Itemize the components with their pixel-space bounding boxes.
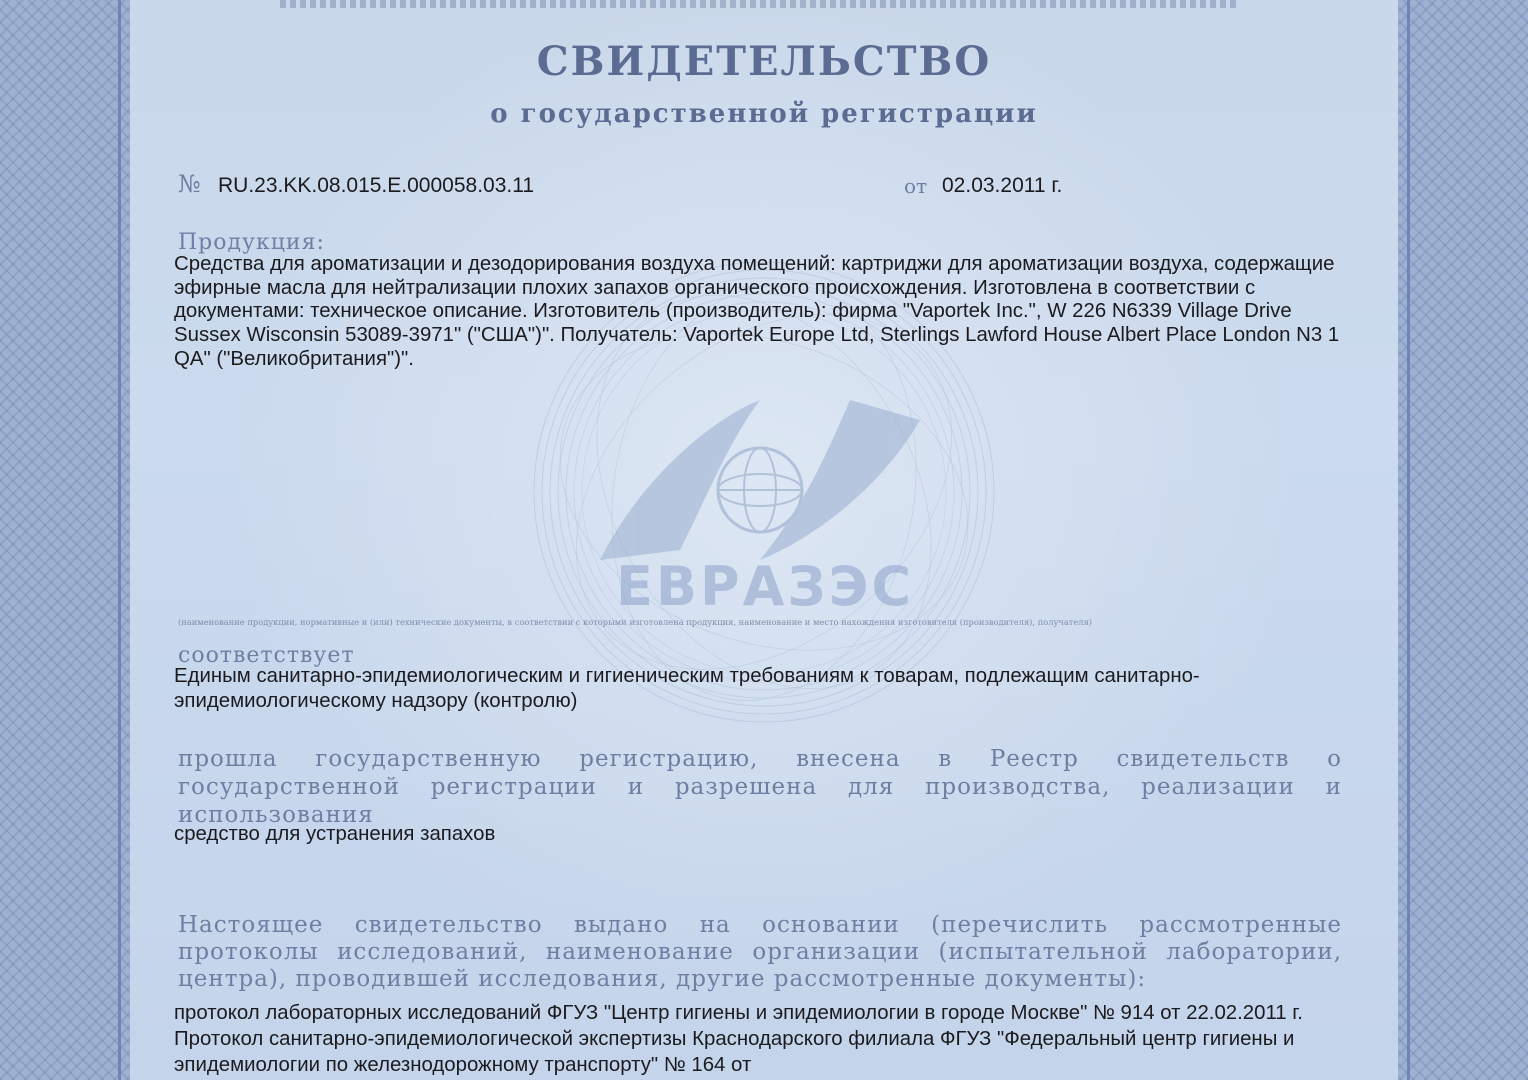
registration-statement: прошла государственную регистрацию, внесена в Реестр свидетельств о государственной регистрации и разрешена для производства, реализации и использования <box>178 746 1342 828</box>
registration-number: RU.23.KK.08.015.E.000058.03.11 <box>218 174 535 197</box>
number-sign: № <box>178 170 201 198</box>
document-subtitle: о государственной регистрации <box>490 99 1038 129</box>
product-caption: (наименование продукции, нормативные и (или) технические документы, в соответствии с которыми изготовлена продукция, наименование и место нахождения изготовителя (производителя), получателя) <box>178 617 1093 627</box>
header-faint-line <box>280 0 1240 8</box>
conforms-label: соответствует <box>178 643 355 668</box>
document-title: СВИДЕТЕЛЬСТВО <box>536 38 992 85</box>
protocol-list: протокол лабораторных исследований ФГУЗ "Центр гигиены и эпидемиологии в городе Москве" № 914 от 22.02.2011 г. Протокол санитарно-эпидемиологической экспертизы Краснодарского филиала ФГУЗ "Федеральный центр гигиены и эпидемиологии по железнодорожному транспорту" № 164 от <box>174 1002 1303 1076</box>
watermark-text: ЕВРАЗЭС <box>615 555 915 618</box>
registration-date: 02.03.2011 г. <box>942 174 1063 197</box>
certificate-paper <box>130 0 1398 1080</box>
date-prefix-label: от <box>904 174 928 198</box>
conforms-requirements: Единым санитарно-эпидемиологическим и гигиеническим требованиям к товарам, подлежащим санитарно-эпидемиологическому надзору (контролю) <box>174 665 1200 712</box>
product-description: Средства для ароматизации и дезодорирования воздуха помещений: картриджи для ароматизации воздуха, содержащие эфирные масла для нейтрализации плохих запахов органического происхождения. Изготовлена в соответствии с документами: техническое описание. Изготовитель (производитель): фирма "Vaportek Inc.", W 226 N6339 Village Drive Sussex Wisconsin 53089-3971" ("США")". Получатель: Vaportek Europe Ltd, Sterlings Lawford House Albert Place London N3 1 QA" ("Великобритания")". <box>174 253 1340 370</box>
product-label: Продукция: <box>178 230 325 255</box>
basis-statement: Настоящее свидетельство выдано на основании (перечислить рассмотренные протоколы исследований, наименование организации (испытательной лаборатории, центра), проводившей исследования, другие рассмотренные документы): <box>178 912 1342 992</box>
eurasec-emblem-icon <box>560 360 960 580</box>
usage-area: средство для устранения запахов <box>174 823 496 845</box>
